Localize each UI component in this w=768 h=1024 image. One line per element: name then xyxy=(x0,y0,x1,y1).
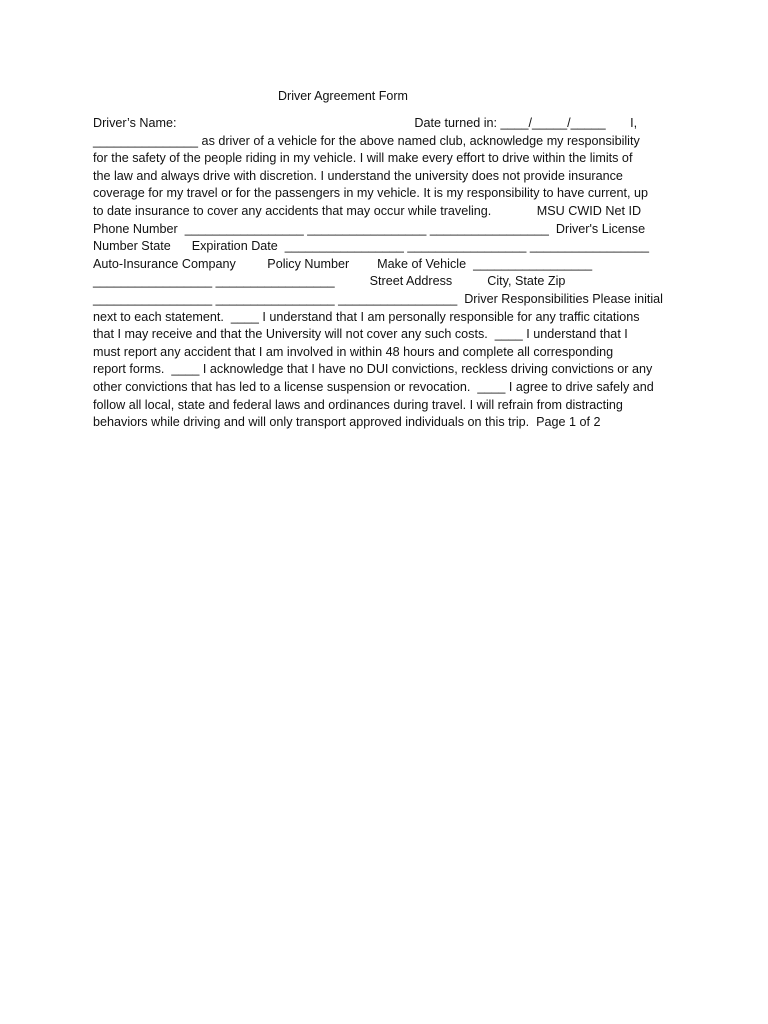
body-line: Auto-Insurance Company Policy Number Make of Vehicle _________________ xyxy=(93,256,593,271)
body-line: next to each statement. ____ I understand that I am personally responsible for any traffic citations xyxy=(93,309,640,324)
body-line: other convictions that has led to a license suspension or revocation. ____ I agree to drive safely and xyxy=(93,379,654,394)
body-line: _________________ _________________ Street Address City, State Zip xyxy=(93,274,566,289)
body-line: to date insurance to cover any accidents that may occur while traveling. MSU CWID Net ID xyxy=(93,203,642,218)
body-line: for the safety of the people riding in my vehicle. I will make every effort to drive within the limits of xyxy=(93,151,633,166)
body-line: Driver’s Name: Date turned in: ____/_____/_____ I, xyxy=(93,116,638,130)
body-line: follow all local, state and federal laws and ordinances during travel. I will refrain from distracting xyxy=(93,397,623,412)
body-line: must report any accident that I am involved in within 48 hours and complete all corresponding xyxy=(93,344,614,359)
body-line: Number State Expiration Date _________________ _________________ _________________ xyxy=(93,239,649,254)
body-line: report forms. ____ I acknowledge that I have no DUI convictions, reckless driving convictions or any xyxy=(93,362,653,377)
body-line: _______________ as driver of a vehicle for the above named club, acknowledge my responsibility xyxy=(93,133,640,148)
body-line: behaviors while driving and will only transport approved individuals on this trip. Page 1 of 2 xyxy=(93,415,601,430)
document-title: Driver Agreement Form xyxy=(278,89,408,103)
document-body xyxy=(93,115,683,432)
body-line: coverage for my travel or for the passengers in my vehicle. It is my responsibility to have current, up xyxy=(93,186,649,201)
body-line: the law and always drive with discretion. I understand the university does not provide insurance xyxy=(93,168,623,183)
body-line: _________________ _________________ _________________ Driver Responsibilities Please initial xyxy=(93,291,663,306)
body-line: Phone Number _________________ _________________ _________________ Driver's License xyxy=(93,221,646,236)
body-line: that I may receive and that the University will not cover any such costs. ____ I understand that I xyxy=(93,327,628,342)
